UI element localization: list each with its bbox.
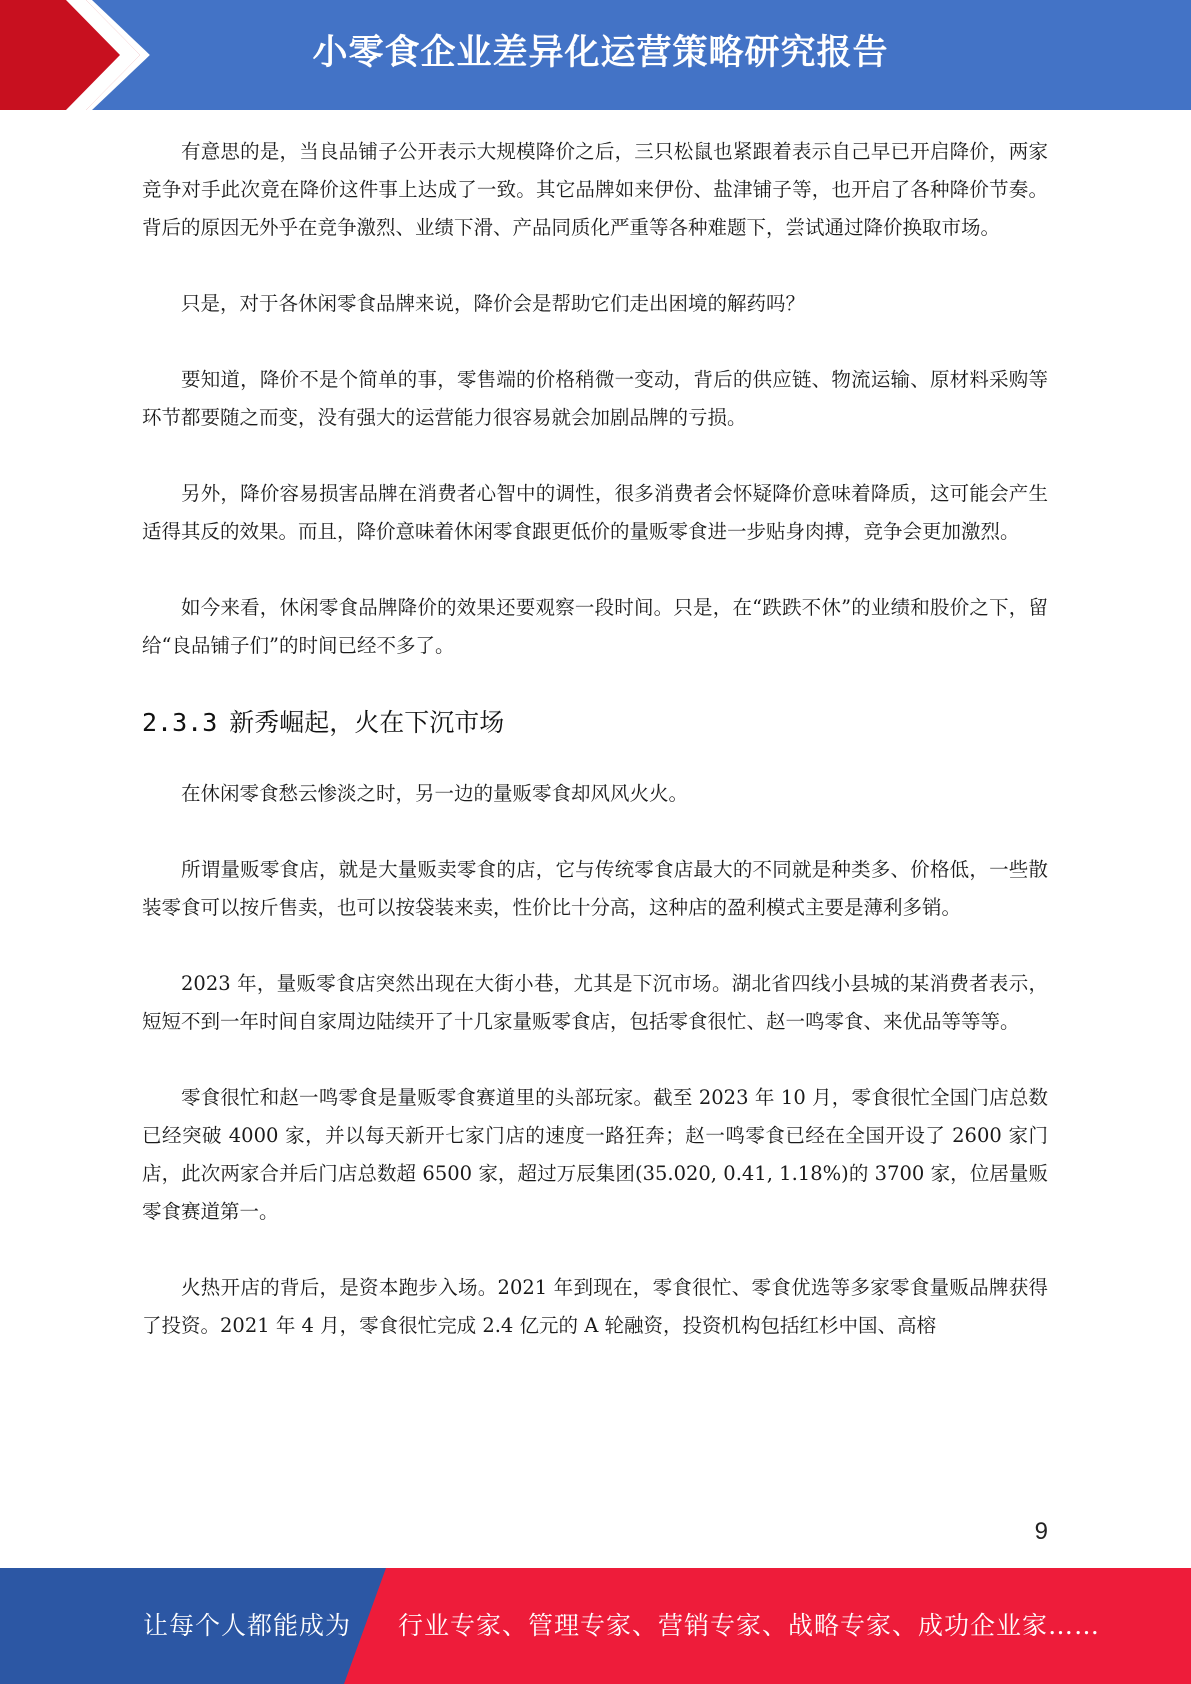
paragraph: 只是，对于各休闲零食品牌来说，降价会是帮助它们走出困境的解药吗？: [181, 292, 806, 315]
page-number: 9: [1034, 1518, 1048, 1545]
paragraph: 另外，降价容易损害品牌在消费者心智中的调性，很多消费者会怀疑降价意味着降质，这可能会产生适得其反的效果。而且，降价意味着休闲零食跟更低价的量贩零食进一步贴身肉搏，竞争会更加激烈。: [142, 482, 1048, 543]
paragraph: 零食很忙和赵一鸣零食是量贩零食赛道里的头部玩家。截至 2023 年 10 月，零食很忙全国门店总数已经突破 4000 家，并以每天新开七家门店的速度一路狂奔；赵一鸣零食已经在全国开设了 2600 家门店，此次两家合并后门店总数超 6500 家，超过万辰集团(35.020, 0.41, 1.18%)的 3700 家，位居量贩零食赛道第一。: [142, 1086, 1048, 1223]
document-body: [142, 133, 1048, 1345]
report-title: 小零食企业差异化运营策略研究报告: [312, 33, 889, 73]
header-chevron-icon: [0, 0, 160, 110]
footer-slogan-right: 行业专家、管理专家、营销专家、战略专家、成功企业家……: [398, 1611, 1101, 1640]
paragraph: 2023 年，量贩零食店突然出现在大街小巷，尤其是下沉市场。湖北省四线小县城的某消费者表示，短短不到一年时间自家周边陆续开了十几家量贩零食店，包括零食很忙、赵一鸣零食、来优品等等等。: [142, 972, 1048, 1033]
paragraph: 要知道，降价不是个简单的事，零售端的价格稍微一变动，背后的供应链、物流运输、原材料采购等环节都要随之而变，没有强大的运营能力很容易就会加剧品牌的亏损。: [142, 368, 1048, 429]
paragraph: 如今来看，休闲零食品牌降价的效果还要观察一段时间。只是，在“跌跌不休”的业绩和股价之下，留给“良品铺子们”的时间已经不多了。: [142, 596, 1048, 657]
paragraph: 有意思的是，当良品铺子公开表示大规模降价之后，三只松鼠也紧跟着表示自己早已开启降价，两家竞争对手此次竟在降价这件事上达成了一致。其它品牌如来伊份、盐津铺子等，也开启了各种降价节奏。背后的原因无外乎在竞争激烈、业绩下滑、产品同质化严重等各种难题下，尝试通过降价换取市场。: [142, 140, 1048, 239]
paragraph: 火热开店的背后，是资本跑步入场。2021 年到现在，零食很忙、零食优选等多家零食量贩品牌获得了投资。2021 年 4 月，零食很忙完成 2.4 亿元的 A 轮融资，投资机构包括红杉中国、高榕: [142, 1276, 1048, 1337]
page-header: [0, 0, 1191, 110]
page-footer: [0, 1568, 1191, 1684]
paragraph: 在休闲零食愁云惨淡之时，另一边的量贩零食却风风火火。: [181, 782, 689, 805]
section-heading: [142, 693, 1048, 753]
section-number: 2.3.3: [142, 708, 218, 737]
paragraph: 所谓量贩零食店，就是大量贩卖零食的店，它与传统零食店最大的不同就是种类多、价格低，一些散装零食可以按斤售卖，也可以按袋装来卖，性价比十分高，这种店的盈利模式主要是薄利多销。: [142, 858, 1048, 919]
footer-slogan-left: 让每个人都能成为: [143, 1611, 352, 1640]
section-title: 新秀崛起，火在下沉市场: [229, 708, 505, 737]
